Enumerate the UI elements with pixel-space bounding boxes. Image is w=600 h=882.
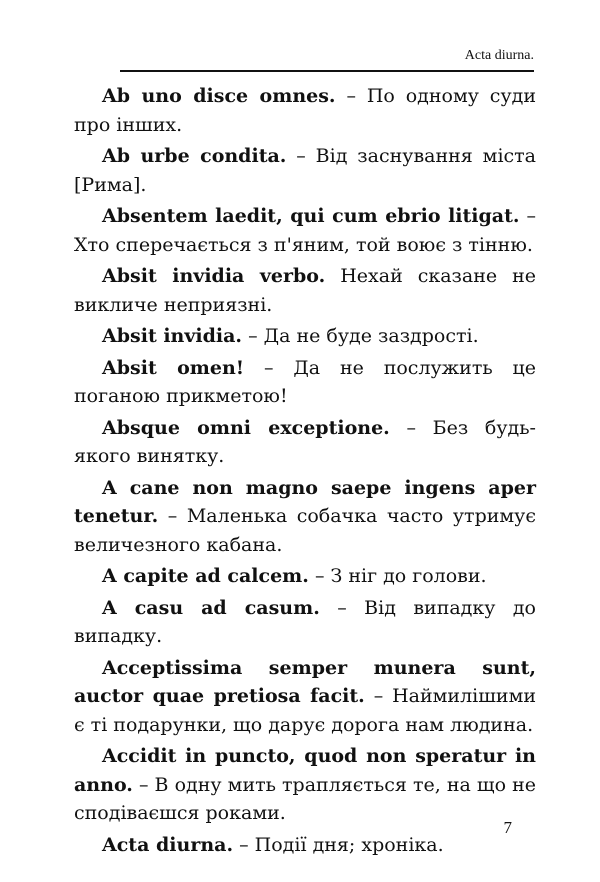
- entry: [74, 594, 536, 651]
- latin-phrase: Absit omen!: [102, 356, 245, 379]
- entry: [74, 562, 536, 591]
- translation: – Від заснування міста [Рима].: [74, 145, 537, 196]
- latin-phrase: Acta diurna.: [102, 833, 234, 856]
- translation: – Да не послужить це поганою прикметою!: [74, 356, 536, 407]
- running-head: Acta diurna.: [464, 48, 534, 63]
- latin-phrase: Ab urbe condita.: [102, 145, 287, 167]
- translation: – З ніг до голови.: [308, 565, 487, 587]
- translation: – Події дня; хроніка.: [233, 833, 444, 856]
- entry: [74, 322, 536, 351]
- page-number: 7: [503, 818, 512, 837]
- translation: – Хто сперечається з п'яним, той воює з тінню.: [74, 205, 536, 256]
- translation: – По одному суди про інших.: [74, 85, 536, 136]
- latin-phrase: Absque omni exceptione.: [102, 416, 390, 439]
- header-rule: [120, 70, 534, 72]
- translation: – Да не буде заздрості.: [242, 325, 479, 347]
- translation: – Наймилішими є ті подарунки, що дарує дорога нам людина.: [74, 685, 537, 736]
- latin-phrase: A cane non magno saepe ingens aper tenetur.: [74, 476, 536, 527]
- translation: Нехай сказане не викличе неприязні.: [74, 265, 536, 316]
- latin-phrase: Acceptissima semper munera sunt, auctor quae pretiosa facit.: [74, 656, 536, 707]
- entry: [74, 654, 536, 740]
- entry: [74, 414, 536, 471]
- latin-phrase: A casu ad casum.: [102, 596, 320, 619]
- latin-phrase: Absit invidia.: [102, 325, 243, 347]
- latin-phrase: Absit invidia verbo.: [102, 265, 326, 287]
- latin-phrase: A capite ad calcem.: [102, 565, 309, 587]
- entry: [74, 202, 536, 259]
- translation: – Від випадку до випадку.: [74, 596, 536, 647]
- translation: – В одну мить трапляється те, на що не сподіваєшся роками.: [74, 773, 536, 824]
- entry: [74, 262, 536, 319]
- latin-phrase: Absentem laedit, qui cum ebrio litigat.: [102, 205, 520, 227]
- entry: [74, 474, 536, 560]
- entry: [74, 742, 536, 828]
- translation: – Без будь-якого винятку.: [74, 416, 536, 467]
- latin-phrase: Accidit in puncto, quod non speratur in anno.: [74, 745, 536, 796]
- dictionary-entries: [74, 82, 536, 862]
- translation: – Маленька собачка часто утримує величезного кабана.: [74, 505, 536, 556]
- entry: [74, 831, 536, 860]
- entry: [74, 142, 536, 199]
- entry: [74, 354, 536, 411]
- entry: [74, 82, 536, 139]
- latin-phrase: Ab uno disce omnes.: [102, 85, 336, 107]
